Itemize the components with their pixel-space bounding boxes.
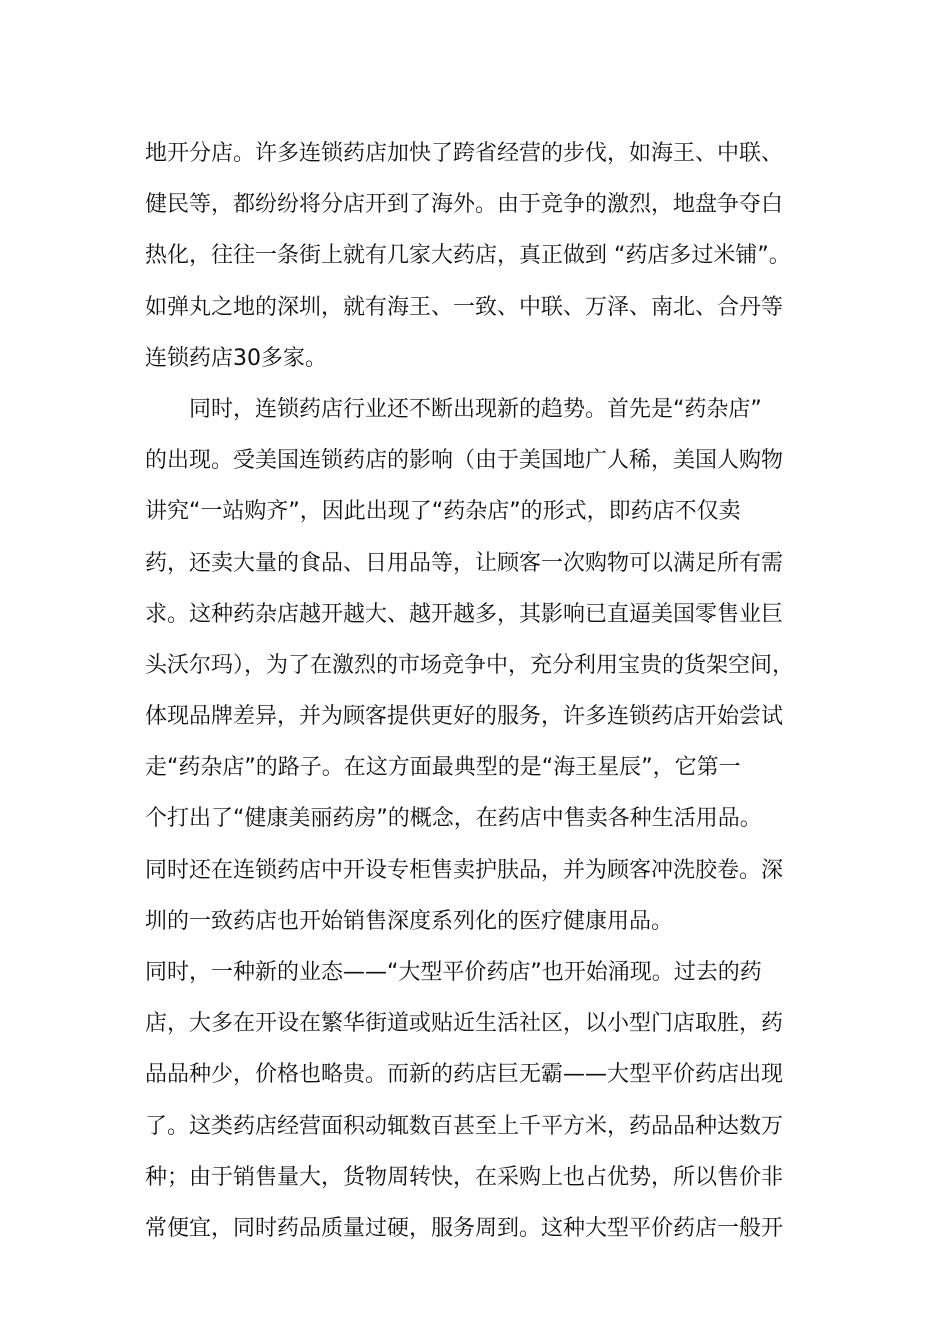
text-line: 了。这类药店经营面积动辄数百甚至上千平方米，药品品种达数万 (145, 1113, 784, 1139)
text-line: 同时，连锁药店行业还不断出现新的趋势。首先是“药杂店” (145, 396, 762, 422)
text-line: 头沃尔玛），为了在激烈的市场竞争中，充分利用宝贵的货架空间， (145, 652, 795, 678)
text-line: 求。这种药杂店越开越大、越开越多，其影响已直逼美国零售业巨 (145, 601, 784, 627)
body-text (145, 128, 825, 1254)
text-line: 种；由于销售量大，货物周转快，在采购上也占优势，所以售价非 (145, 1164, 784, 1190)
text-line: 同时，一种新的业态——“大型平价药店”也开始涌现。过去的药 (145, 960, 762, 985)
text-line: 个打出了“健康美丽药房”的概念，在药店中售卖各种生活用品。 (145, 806, 762, 832)
text-line: 品品种少，价格也略贵。而新的药店巨无霸——大型平价药店出现 (145, 1062, 784, 1088)
text-line: 地开分店。许多连锁药店加快了跨省经营的步伐，如海王、中联、 (145, 141, 784, 166)
text-line: 同时还在连锁药店中开设专柜售卖护肤品，并为顾客冲洗胶卷。深 (145, 857, 784, 883)
text-line: 如弹丸之地的深圳，就有海王、一致、中联、万泽、南北、合丹等 (145, 294, 784, 320)
text-line: 讲究“一站购齐”，因此出现了“药杂店”的形式，即药店不仅卖 (145, 499, 741, 525)
text-line: 热化，往往一条街上就有几家大药店，真正做到 “药店多过米铺”。 (145, 243, 791, 269)
text-line: 药，还卖大量的食品、日用品等，让顾客一次购物可以满足所有需 (145, 550, 784, 576)
text-line: 健民等，都纷纷将分店开到了海外。由于竞争的激烈，地盘争夺白 (145, 192, 784, 218)
text-line: 连锁药店30多家。 (145, 345, 327, 371)
text-line: 常便宜，同时药品质量过硬，服务周到。这种大型平价药店一般开 (145, 1215, 784, 1241)
text-line: 体现品牌差异，并为顾客提供更好的服务，许多连锁药店开始尝试 (145, 704, 784, 730)
text-line: 店，大多在开设在繁华街道或贴近生活社区，以小型门店取胜，药 (145, 1011, 784, 1037)
text-line: 走“药杂店”的路子。在这方面最典型的是“海王星辰”，它第一 (145, 755, 741, 781)
text-line: 圳的一致药店也开始销售深度系列化的医疗健康用品。 (145, 908, 674, 934)
text-line: 的出现。受美国连锁药店的影响（由于美国地广人稀，美国人购物 (145, 448, 784, 474)
